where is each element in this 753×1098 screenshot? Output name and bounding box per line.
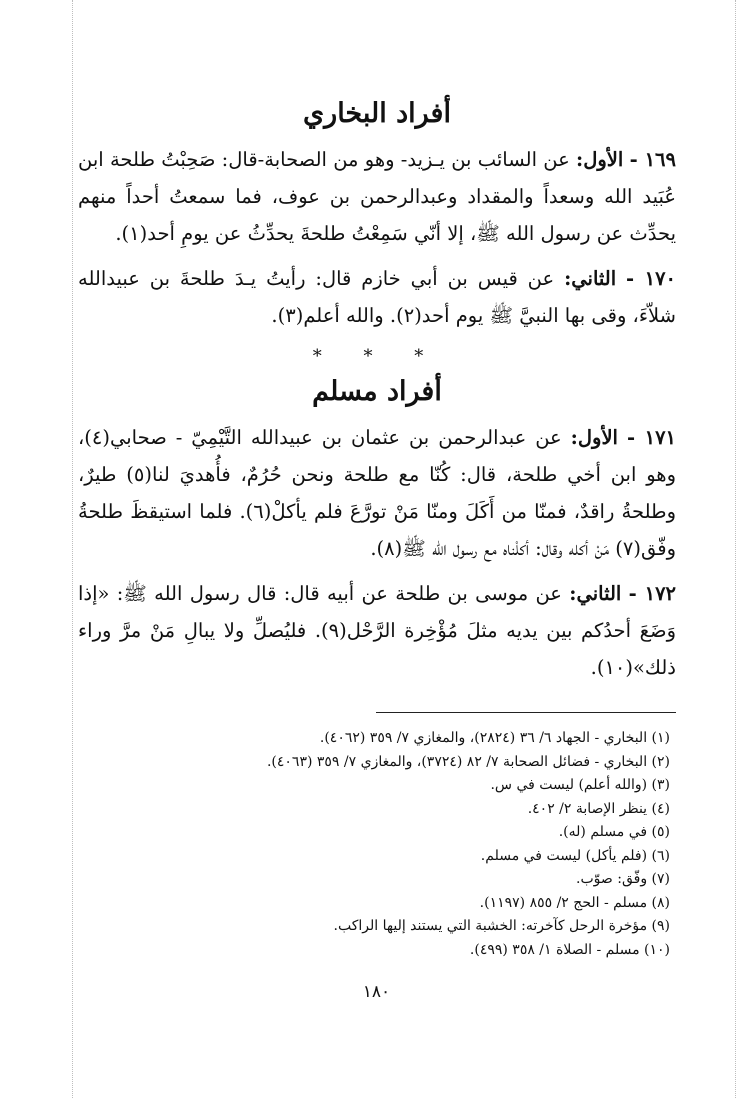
entry-text: عن قيس بن أبي خازم قال: رأيتُ يـدَ طلحةَ بن عبيدالله شلاّءَ، وقى بها النبيَّ ﷺ يوم أحد(٢). والله أعلم(٣). [78, 267, 676, 328]
section-title-bukhari: أفراد البخاري [303, 98, 451, 129]
footnote: (٣) (والله أعلم) ليست في س. [490, 777, 670, 794]
entry-label: الثاني: [569, 582, 622, 606]
entry-number: ١٧٢ - [628, 582, 677, 606]
footnote: (٥) في مسلم (له). [558, 824, 670, 841]
page-content [78, 96, 676, 962]
footnote-separator [376, 712, 676, 713]
footnote: (٧) وفّق: صوّب. [576, 871, 670, 888]
footnote: (١٠) مسلم - الصلاة ١/ ٣٥٨ (٤٩٩). [469, 941, 670, 958]
entry-label: الأول: [576, 148, 624, 172]
entry-label: الأول: [570, 426, 618, 450]
footnote: (١) البخاري - الجهاد ٦/ ٣٦ (٢٨٢٤)، والمغازي ٧/ ٣٥٩ (٤٠٦٢). [319, 730, 670, 747]
hadith-entry-169 [78, 141, 676, 252]
entry-text: عن عبدالرحمن بن عثمان بن عبيدالله التَّيْمِيّ - صحابي(٤)، وهو ابن أخي طلحة، قال: كُنّا مع طلحة ونحن حُرُمٌ، فأُهديَ لنا(٥) طيرٌ، وطلحةُ راقدٌ، فمنّا من أَكَلَ ومنّا مَنْ تورَّعَ فلم يأكلْ(٦). فلما استيقظَ طلحةُ وفّق(٧) مَنْ أكله وقال: أكلْناه مع رسول الله ﷺ(٨). [78, 426, 677, 561]
entry-text: عن موسى بن طلحة عن أبيه قال: قال رسول الله ﷺ: «إذا وَضَعَ أحدُكم بين يديه مثلَ مُؤْخِرة الرَّحْل(٩). فليُصلِّ ولا يبالِ مَنْ مرَّ وراء ذلك»(١٠). [78, 582, 676, 680]
entry-label: الثاني: [564, 267, 617, 291]
entry-text: عن السائب بن يـزيد- وهو من الصحابة-قال: صَحِبْتُ طلحة ابن عُبَيد الله وسعداً والمقداد وعبدالرحمن بن عوف، فما سمعتُ أحداً منهم يحدِّث عن رسول الله ﷺ، إلا أنّي سَمِعْتُ طلحةَ يحدِّثُ عن يومِ أحد(١). [78, 148, 676, 246]
hadith-entry-171 [78, 419, 676, 567]
footnote: (٢) البخاري - فضائل الصحابة ٧/ ٨٢ (٣٧٢٤)، والمغازي ٧/ ٣٥٩ (٤٠٦٣). [266, 753, 670, 770]
entry-number: ١٦٩ - [629, 148, 676, 172]
footnote: (٤) ينظر الإصابة ٢/ ٤٠٢. [527, 800, 670, 817]
hadith-entry-172 [78, 575, 676, 686]
footnote: (٦) (فلم يأكل) ليست في مسلم. [480, 847, 670, 864]
section-title-muslim: أفراد مسلم [312, 376, 442, 408]
footnote: (٩) مؤخرة الرحل كآخرته: الخشبة التي يستند إليها الراكب. [333, 918, 670, 935]
footnote: (٨) مسلم - الحج ٢/ ٨٥٥ (١١٩٧). [479, 894, 670, 911]
entry-number: ١٧٠ - [626, 267, 677, 291]
margin-dotted-line-right [735, 0, 736, 1098]
page-number: ١٨٠ [362, 982, 391, 1002]
hadith-entry-170 [78, 260, 676, 334]
entry-number: ١٧١ - [626, 426, 677, 450]
margin-dotted-line-left [72, 0, 73, 1098]
footnotes [78, 727, 676, 962]
section-divider-stars: * * * [312, 346, 442, 368]
